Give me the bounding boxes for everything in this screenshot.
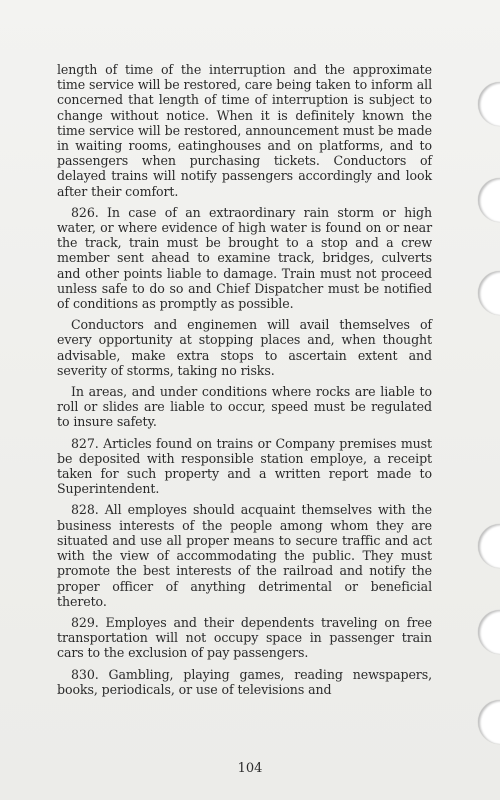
binder-hole <box>478 82 500 126</box>
paragraph-rule-826: 826. In case of an extraordinary rain storm or high water, or where evidence of high water is found on or near the track, train must be brought to a stop and a crew member sent ahead to examine track, bridges, culverts and other points liable to damage. Train must not proceed unless safe to do so and Chief Dispatcher must be notified of conditions as promptly as possible. <box>57 204 432 312</box>
binder-hole <box>478 610 500 654</box>
binder-hole <box>478 700 500 744</box>
paragraph-rule-829: 829. Employes and their dependents traveling on free transportation will not occupy space in passenger train cars to the exclusion of pay passengers. <box>57 614 432 661</box>
body-text <box>57 62 432 703</box>
binder-hole <box>478 524 500 568</box>
paragraph-continuation: length of time of the interruption and the approximate time service will be restored, care being taken to inform all concerned that length of time of interruption is subject to change without notice. When it is definitely known the time service will be restored, announcement must be made in waiting rooms, eatinghouses and on platforms, and to passengers when purchasing tickets. Conductors of delayed trains will notify passengers accordingly and look after their comfort. <box>57 62 432 199</box>
page-number: 104 <box>237 761 263 776</box>
paragraph-rock-slides: In areas, and under conditions where rocks are liable to roll or slides are liable to occur, speed must be regulated to insure safety. <box>57 384 432 430</box>
binder-hole <box>478 271 500 315</box>
paragraph-rule-830: 830. Gambling, playing games, reading newspapers, books, periodicals, or use of televisions and <box>57 666 432 697</box>
paragraph-storm-inspection: Conductors and enginemen will avail themselves of every opportunity at stopping places and, when thought advisable, make extra stops to ascertain extent and severity of storms, taking no risks. <box>57 317 432 378</box>
paragraph-rule-828: 828. All employes should acquaint themselves with the business interests of the people among whom they are situated and use all proper means to secure traffic and act with the view of accommodating the public. They must promote the best interests of the railroad and notify the proper officer of anything detrimental or beneficial thereto. <box>57 502 432 609</box>
binder-hole <box>478 178 500 222</box>
paragraph-rule-827: 827. Articles found on trains or Company premises must be deposited with responsible station employe, a receipt taken for such property and a written report made to Superintendent. <box>57 435 432 497</box>
